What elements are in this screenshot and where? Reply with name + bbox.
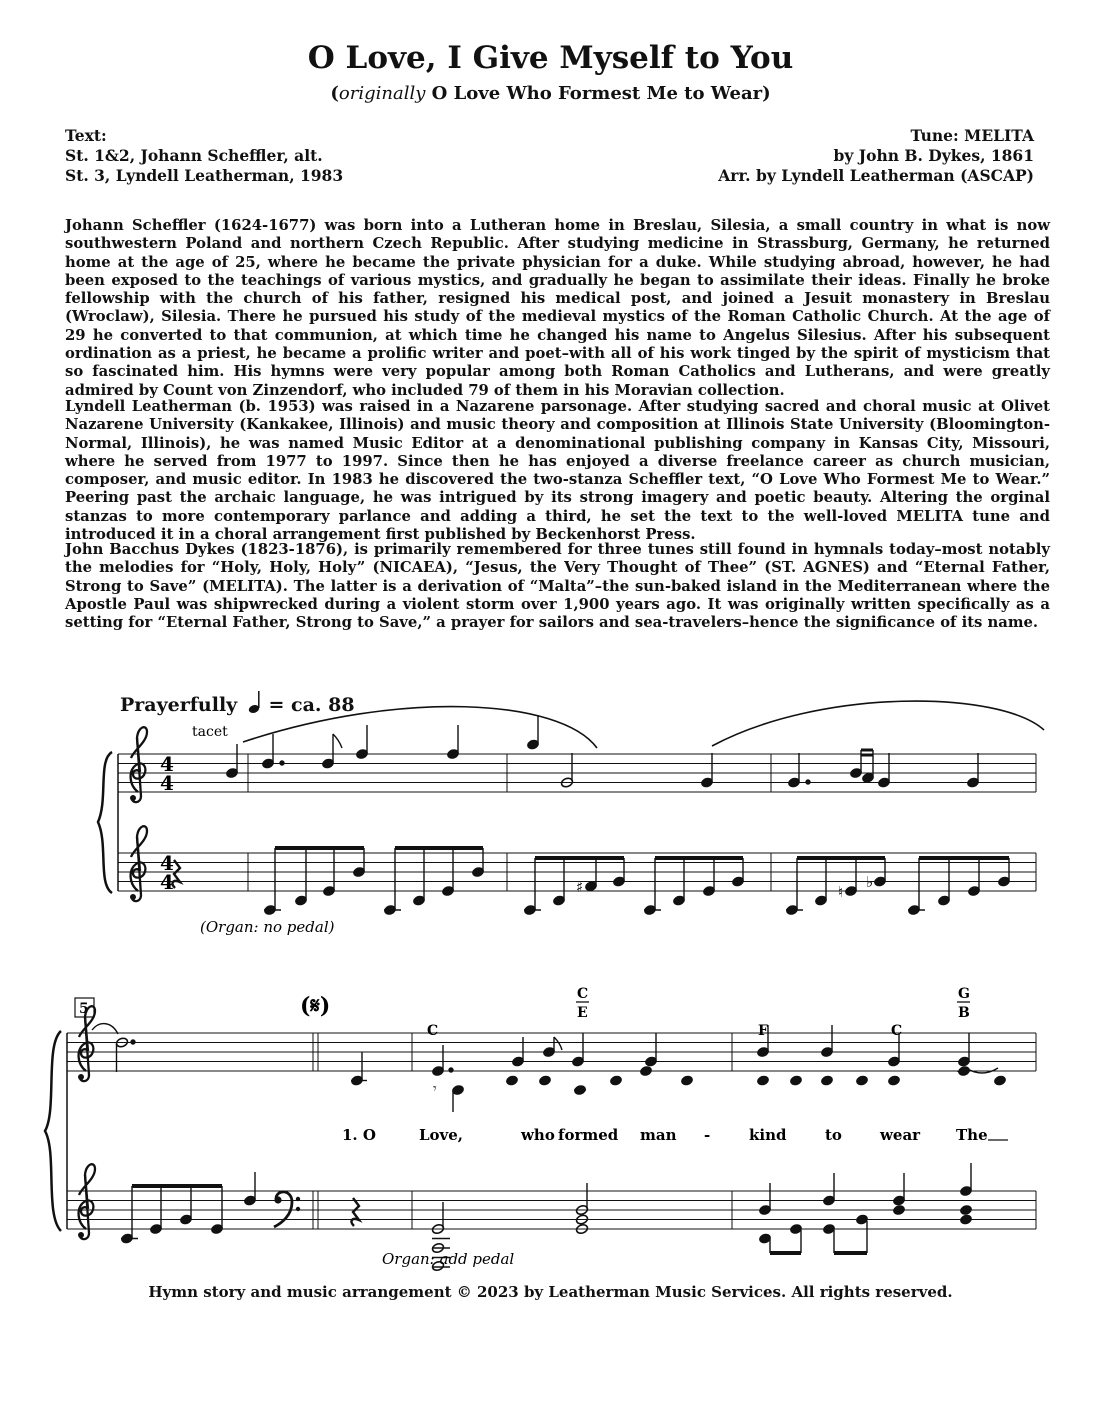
text-credit-line: St. 3, Lyndell Leatherman, 1983	[65, 166, 344, 185]
svg-text:♮: ♮	[838, 883, 844, 901]
time-sig-top: 4	[160, 752, 174, 776]
lyric-syllable: The	[956, 1126, 988, 1144]
chord-symbol: C	[891, 1023, 903, 1039]
tune-credit-line: by John B. Dykes, 1861	[833, 146, 1034, 165]
tune-credit-line: Arr. by Lyndell Leatherman (ASCAP)	[718, 166, 1034, 185]
tacet-label: tacet	[192, 724, 228, 740]
copyright-footer: Hymn story and music arrangement © 2023 by Leatherman Music Services. All rights reserved.	[148, 1283, 953, 1301]
text-credit-line: St. 1&2, Johann Scheffler, alt.	[65, 146, 323, 165]
subtitle-paren-close: )	[762, 83, 771, 104]
lyric-syllable: -	[704, 1126, 711, 1144]
svg-text:𝄾: 𝄾	[433, 1081, 437, 1097]
subtitle-paren-open: (	[330, 83, 339, 104]
subtitle-main: O Love Who Formest Me to Wear	[431, 83, 763, 104]
tempo-word: Prayerfully	[120, 694, 238, 716]
story-paragraph-scheffler: Johann Scheffler (1624-1677) was born into a Lutheran home in Breslau, Silesia, a small country in what is now southwestern Poland and northern Czech Republic. After studying medicine in Strassburg, Germany, he returned home at the age of 25, where he became the private physician for a duke. While studying abroad, however, he had been exposed to the teachings of various mystics, and gradually he began to assimilate their ideas. Finally he broke fellowship with the church of his father, resigned his medical post, and joined a Jesuit monastery in Breslau (Wroclaw), Silesia. There he pursued his study of the medieval mystics of the Roman Catholic Church. At the age of 29 he converted to that communion, at which time he changed his name to Angelus Silesius. After his subsequent ordination as a priest, he became a prolific writer and poet–with all of his work tinged by the spirit of mysticism that so fascinated him. His hymns were very popular among both Roman Catholics and Lutherans, and were greatly admired by Count von Zinzendorf, who included 79 of them in his Moravian collection.	[65, 217, 1050, 399]
lyric-syllable: formed	[558, 1126, 619, 1144]
chord-symbol: F	[758, 1023, 768, 1039]
segno-sign: (𝄋)	[300, 993, 331, 1019]
text-label: Text:	[65, 126, 107, 145]
system-1	[98, 701, 1044, 936]
organ-no-pedal-label: (Organ: no pedal)	[200, 918, 335, 936]
chord-symbol-bass: E	[577, 1005, 588, 1021]
lyric-syllable: 1. O	[342, 1126, 376, 1144]
lyric-syllable: kind	[749, 1126, 787, 1144]
organ-add-pedal-label: Organ: add pedal	[382, 1250, 515, 1268]
story-paragraph-dykes: John Bacchus Dykes (1823-1876), is primarily remembered for three tunes still found in hymnals today–most notably the melodies for “Holy, Holy, Holy” (NICAEA), “Jesus, the Very Thought of Thee” (ST. AGNES) and “Eternal Father, Strong to Save” (MELITA). The latter is a derivation of “Malta”–the sun-baked island in the Mediterranean where the Apostle Paul was shipwrecked during a violent storm over 1,900 years ago. It was originally written specifically as a setting for “Eternal Father, Strong to Save,” a prayer for sailors and sea-travelers–hence the significance of its name.	[65, 541, 1050, 632]
measure-number: 5	[79, 1001, 89, 1017]
chord-symbol: G	[958, 986, 970, 1002]
tune-credit-line: Tune: MELITA	[910, 126, 1034, 145]
lyric-syllable: to	[825, 1126, 842, 1144]
lyric-syllable: wear	[880, 1126, 921, 1144]
lyric-syllable: who	[521, 1126, 555, 1144]
system-2	[45, 986, 1036, 1272]
svg-text:♯: ♯	[576, 878, 584, 896]
story-paragraph-leatherman: Lyndell Leatherman (b. 1953) was raised in a Nazarene parsonage. After studying sacred and choral music at Olivet Nazarene University (Kankakee, Illinois) and music theory and composition at Illinois State University (Bloomington-Normal, Illinois), he was named Music Editor at a denominational publishing company in Kansas City, Missouri, where he served from 1977 to 1997. Since then he has enjoyed a diverse freelance career as church musician, composer, and music editor. In 1983 he discovered the two-stanza Scheffler text, “O Love Who Formest Me to Wear.” Peering past the archaic language, he was intrigued by its strong imagery and poetic beauty. Altering the orginal stanzas to more contemporary parlance and adding a third, he set the text to the well-loved MELITA tune and introduced it in a choral arrangement first published by Beckenhorst Press.	[65, 398, 1050, 544]
subtitle-prefix: originally	[338, 83, 426, 104]
lyric-syllable: Love,	[419, 1126, 464, 1144]
chord-symbol-bass: B	[958, 1005, 970, 1021]
chord-symbol: C	[427, 1023, 439, 1039]
chord-symbol: C	[577, 986, 589, 1002]
tempo-value: = ca. 88	[268, 694, 355, 716]
time-sig-bottom: 4	[160, 771, 174, 795]
svg-text:♭: ♭	[866, 873, 874, 891]
lyric-syllable: man	[640, 1126, 677, 1144]
page-title: O Love, I Give Myself to You	[307, 40, 794, 76]
time-sig-top: 4	[160, 851, 174, 875]
time-sig-bottom: 4	[160, 870, 174, 894]
